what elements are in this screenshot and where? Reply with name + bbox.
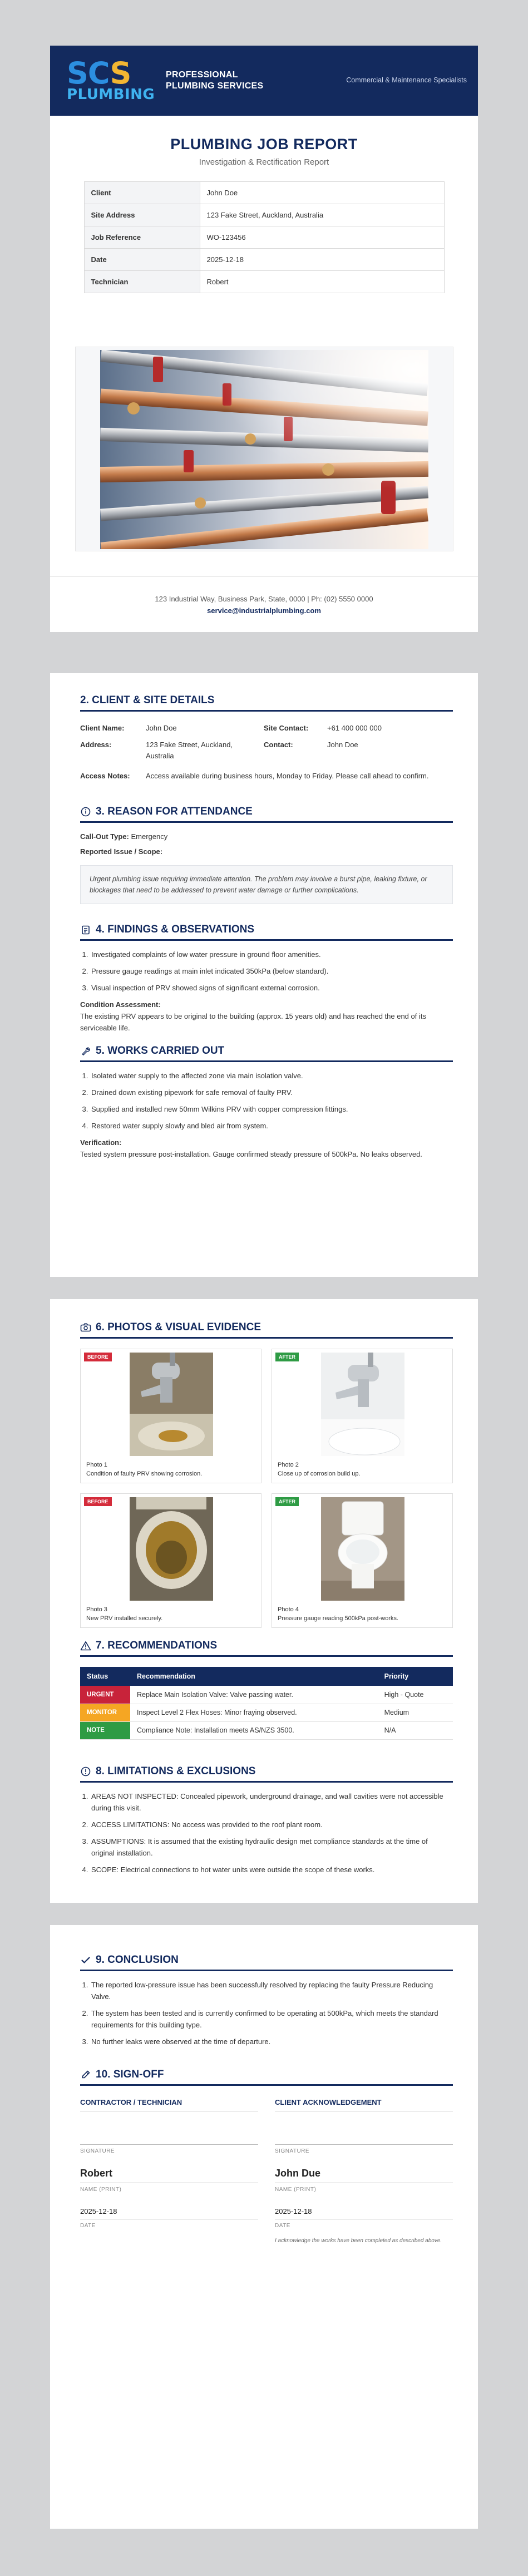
report-subtitle: Investigation & Rectification Report bbox=[199, 157, 329, 167]
section-heading: 10. SIGN-OFF bbox=[96, 2069, 164, 2080]
conclusion-section bbox=[80, 1954, 453, 2052]
logo-subtext: PLUMBING bbox=[67, 86, 155, 103]
photos-section bbox=[80, 1321, 453, 1628]
photo-number: Photo 4 bbox=[278, 1606, 299, 1613]
section-heading: 6. PHOTOS & VISUAL EVIDENCE bbox=[96, 1321, 261, 1333]
contractor-signature-field[interactable] bbox=[80, 2111, 258, 2145]
section-heading: 8. LIMITATIONS & EXCLUSIONS bbox=[96, 1765, 256, 1777]
dirty-toilet-photo bbox=[130, 1497, 213, 1601]
photo-card bbox=[80, 1493, 261, 1628]
section-heading: 3. REASON FOR ATTENDANCE bbox=[96, 806, 253, 817]
cover-footer bbox=[50, 576, 478, 632]
list-item: 1. The reported low-pressure issue has been successfully resolved by replacing the faulty Pressure Reducing Valve. bbox=[90, 1979, 453, 2002]
after-badge: AFTER bbox=[275, 1497, 299, 1506]
table-row: Job Reference WO-123456 bbox=[84, 226, 444, 249]
job-info-table bbox=[84, 181, 445, 293]
cover-pipework-image bbox=[75, 347, 453, 551]
alert-circle-icon bbox=[80, 1766, 91, 1777]
list-item: 4. Restored water supply slowly and bled air from system. bbox=[90, 1120, 453, 1132]
list-item: 2. Pressure gauge readings at main inlet indicated 350kPa (below standard). bbox=[90, 965, 453, 977]
list-item: 1. Investigated complaints of low water pressure in ground floor amenities. bbox=[90, 949, 453, 960]
list-item: 3. Visual inspection of PRV showed signs of significant external corrosion. bbox=[90, 982, 453, 994]
section-heading: 5. WORKS CARRIED OUT bbox=[96, 1045, 225, 1057]
client-acknowledgement-text: I acknowledge the works have been completed as described above. bbox=[275, 2238, 442, 2244]
table-row: Site Address 123 Fake Street, Auckland, Australia bbox=[84, 204, 444, 226]
status-badge: MONITOR bbox=[80, 1704, 130, 1721]
works-list bbox=[90, 1070, 453, 1132]
photo-caption: New PRV installed securely. bbox=[86, 1615, 163, 1622]
table-header-row: Status Recommendation Priority bbox=[80, 1667, 453, 1686]
wrench-icon bbox=[80, 1045, 91, 1057]
report-title: PLUMBING JOB REPORT bbox=[170, 136, 358, 152]
limitations-list bbox=[90, 1790, 453, 1876]
table-row: Date 2025-12-18 bbox=[84, 249, 444, 271]
works-section: 5. WORKS CARRIED OUT 1. Isolated water supply to the affected zone via main isolation valve. 2. Drained down existing pipework for safe removal of faulty PRV. 3. Supplied and installed new 50mm Wilkins PRV with copper compression fittings. 4. Restored water supply slowly and bled air from system. Verification: Tested system pressure post-installation. Gauge confirmed steady pressure of 500kPa. No leaks observed. bbox=[80, 1045, 453, 1160]
logo-s: S bbox=[110, 56, 131, 91]
details-page bbox=[50, 673, 478, 1277]
clean-toilet-photo bbox=[321, 1497, 404, 1601]
table-row: Client John Doe bbox=[84, 182, 444, 204]
before-badge: BEFORE bbox=[84, 1353, 112, 1361]
contractor-name: Robert bbox=[80, 2154, 258, 2183]
signature-grid bbox=[80, 2098, 453, 2245]
client-signature-field[interactable] bbox=[275, 2111, 453, 2145]
list-item: 2. Drained down existing pipework for safe removal of faulty PRV. bbox=[90, 1087, 453, 1098]
photo-number: Photo 3 bbox=[86, 1606, 107, 1613]
info-icon bbox=[80, 806, 91, 817]
photo-card bbox=[80, 1349, 261, 1483]
photo-number: Photo 2 bbox=[278, 1462, 299, 1468]
contractor-signoff: CONTRACTOR / TECHNICIAN SIGNATURE Robert NAME (PRINT) 2025-12-18 DATE bbox=[80, 2098, 258, 2245]
list-item: 3. Supplied and installed new 50mm Wilkins PRV with copper compression fittings. bbox=[90, 1103, 453, 1115]
callout-type: Emergency bbox=[131, 832, 168, 841]
section-heading: 7. RECOMMENDATIONS bbox=[96, 1640, 218, 1651]
company-address: 123 Industrial Way, Business Park, State, 0000 | Ph: (02) 5550 0000 bbox=[155, 595, 373, 603]
after-badge: AFTER bbox=[275, 1353, 299, 1361]
limitations-section bbox=[80, 1765, 453, 1881]
list-item: 4. SCOPE: Electrical connections to hot water units were outside the scope of these works. bbox=[90, 1864, 453, 1876]
access-notes: Access Notes: Access available during business hours, Monday to Friday. Please call ahead to confirm. bbox=[80, 772, 429, 780]
reported-issue-box: Urgent plumbing issue requiring immediate attention. The problem may involve a burst pipe, leaking fixture, or blockages that need to be addressed to prevent water damage or further complications. bbox=[80, 865, 453, 904]
conclusion-list bbox=[90, 1979, 453, 2047]
header-banner bbox=[50, 46, 478, 116]
photo-grid bbox=[80, 1349, 453, 1628]
recommendations-section bbox=[80, 1640, 453, 1740]
camera-icon bbox=[80, 1322, 91, 1333]
company-tagline: Commercial & Maintenance Specialists bbox=[346, 76, 467, 84]
section-heading: 4. FINDINGS & OBSERVATIONS bbox=[96, 924, 255, 935]
photo-card bbox=[272, 1493, 453, 1628]
client-details-grid: Client Name: John Doe Site Contact: +61 400 000 000 Address: 123 Fake Street, Auckland, Australia Contact: John Doe bbox=[80, 724, 382, 760]
company-email-link[interactable]: service@industrialplumbing.com bbox=[207, 606, 321, 615]
before-badge: BEFORE bbox=[84, 1497, 112, 1506]
list-item: 2. The system has been tested and is currently confirmed to be operating at 500kPa, which meets the standard requirements for this building type. bbox=[90, 2007, 453, 2031]
logo-sc: SC bbox=[67, 56, 110, 91]
table-row: MONITOR Inspect Level 2 Flex Hoses: Minor fraying observed. Medium bbox=[80, 1704, 453, 1721]
faulty-tap-photo bbox=[130, 1353, 213, 1456]
client-signoff: CLIENT ACKNOWLEDGEMENT SIGNATURE John Due NAME (PRINT) 2025-12-18 DATE I acknowledge the works have been completed as described above. bbox=[275, 2098, 453, 2245]
status-badge: NOTE bbox=[80, 1721, 130, 1739]
table-row: Technician Robert bbox=[84, 271, 444, 293]
list-item: 2. ACCESS LIMITATIONS: No access was provided to the roof plant room. bbox=[90, 1819, 453, 1830]
pipework-photo bbox=[100, 350, 428, 549]
company-name: PROFESSIONAL PLUMBING SERVICES bbox=[166, 70, 264, 91]
list-item: 1. Isolated water supply to the affected zone via main isolation valve. bbox=[90, 1070, 453, 1082]
list-item: 3. ASSUMPTIONS: It is assumed that the existing hydraulic design met compliance standards at the time of original installation. bbox=[90, 1835, 453, 1859]
status-badge: URGENT bbox=[80, 1686, 130, 1704]
company-logo bbox=[67, 56, 155, 103]
table-row: NOTE Compliance Note: Installation meets AS/NZS 3500. N/A bbox=[80, 1721, 453, 1739]
photo-caption: Condition of faulty PRV showing corrosion. bbox=[86, 1470, 203, 1477]
client-date: 2025-12-18 bbox=[275, 2193, 453, 2219]
list-item: 1. AREAS NOT INSPECTED: Concealed pipework, underground drainage, and wall cavities were not accessible during this visit. bbox=[90, 1790, 453, 1814]
cover-page bbox=[50, 46, 478, 632]
recommendations-table bbox=[80, 1667, 453, 1740]
checkmark-icon bbox=[80, 1955, 91, 1966]
attendance-section: 3. REASON FOR ATTENDANCE Call-Out Type: Emergency Reported Issue / Scope: Urgent plumbing issue requiring immediate attention. The problem may involve a burst pipe, leaking fixture, or blockages that need to be addressed to prevent water damage or further complications. bbox=[80, 806, 453, 904]
contractor-date: 2025-12-18 bbox=[80, 2193, 258, 2219]
list-item: 3. No further leaks were observed at the time of departure. bbox=[90, 2036, 453, 2047]
table-row: URGENT Replace Main Isolation Valve: Valve passing water. High - Quote bbox=[80, 1686, 453, 1704]
section-heading: 2. CLIENT & SITE DETAILS bbox=[80, 694, 215, 706]
photo-caption: Pressure gauge reading 500kPa post-works. bbox=[278, 1615, 399, 1622]
findings-section: 4. FINDINGS & OBSERVATIONS 1. Investigated complaints of low water pressure in ground floor amenities. 2. Pressure gauge readings at main inlet indicated 350kPa (below standard). 3. Visual inspection of PRV showed signs of significant external corrosion. Condition Assessment: The existing PRV appears to be original to the building (approx. 15 years old) and has reached the end of its serviceable life. bbox=[80, 924, 453, 1034]
client-details-section bbox=[80, 694, 453, 780]
findings-list bbox=[90, 949, 453, 994]
photo-card bbox=[272, 1349, 453, 1483]
photo-caption: Close up of corrosion build up. bbox=[278, 1470, 361, 1477]
client-name: John Due bbox=[275, 2154, 453, 2183]
clipboard-icon bbox=[80, 924, 91, 935]
verification-text: Tested system pressure post-installation. Gauge confirmed steady pressure of 500kPa. No leaks observed. bbox=[80, 1150, 422, 1158]
evidence-page bbox=[50, 1299, 478, 1903]
pen-icon bbox=[80, 2069, 91, 2080]
photo-number: Photo 1 bbox=[86, 1462, 107, 1468]
condition-assessment: The existing PRV appears to be original to the building (approx. 15 years old) and has reached the end of its serviceable life. bbox=[80, 1012, 426, 1032]
section-heading: 9. CONCLUSION bbox=[96, 1954, 179, 1966]
signoff-page bbox=[50, 1925, 478, 2529]
warning-icon bbox=[80, 1640, 91, 1651]
signoff-section bbox=[80, 2069, 453, 2245]
clean-tap-photo bbox=[321, 1353, 404, 1456]
